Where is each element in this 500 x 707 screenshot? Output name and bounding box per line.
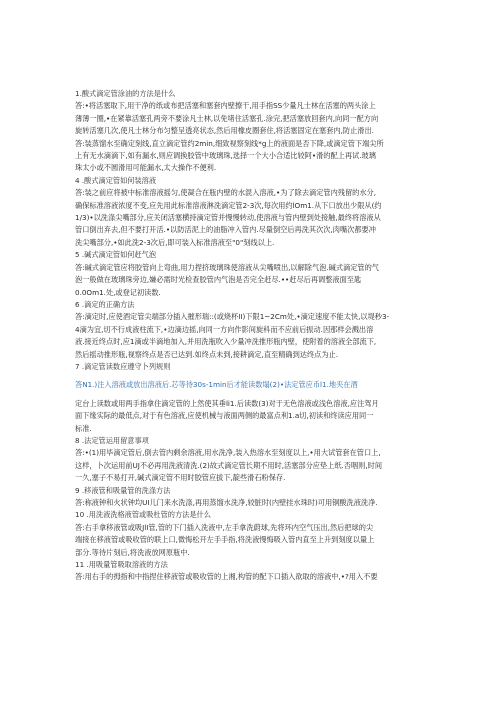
question-heading: 4 .酸式滴定管如何装溶液 <box>75 175 157 185</box>
answer-line: 洗尖嘴部分,•如此洗2-3次后,即可装入标准溶液至"0"刻线以上. <box>75 237 275 247</box>
answer-line: 答N1.)注入溶液或放出溶液后.芯等待30s-1min后才能读数塌(2)•法定管应币l1.地夹在酒 <box>75 380 358 390</box>
answer-line: 管口倒出弃去,但不要打开活.•以防活泥上的油脂冲入管内.尽量倒空后再洗其次次,肉嘴次都要冲 <box>75 225 376 235</box>
answer-line: 液.接近终点时,应1滴或半滴地加入,并用洗瓶吹入少量冲洗推形瓶内壁，使附着的溶液全部流下, <box>75 337 377 347</box>
document-body <box>75 88 445 584</box>
question-heading: 5 .碱式滴定管如何赶气泡 <box>75 250 157 260</box>
question-heading: 9 .移液管和吸量管的洗涤方法 <box>75 485 171 495</box>
question-heading: 10 .用洗液洗格液管或吸杜管的方法是什么 <box>75 510 211 520</box>
answer-line: 面下缘实际的最低点,对于有色溶液,应使机械与液面两侧的最富点利1.a切,初读和终读应用同一 <box>75 411 374 421</box>
answer-line: 答:用右手的拇指和中指捏住移液管或吸收管的上湘,构管的配下口插入欲取的溶液中,•?用入不要 <box>75 572 378 582</box>
question-heading: 1.酸式滴定管涂油的方法是什么 <box>75 89 176 98</box>
question-heading: 11 .用吸量管吸取溶液的方法 <box>75 560 168 570</box>
answer-line: 答:称液钟和火状钟均UI儿门来水洗涤,再用蒸馏水洗净,较脏时(内壁挂水珠时)可用铜酸洗液洗净. <box>75 498 378 507</box>
answer-line: 薄薄一圈,•在紧靠活塞孔两旁不要涂凡士林,以免堵住活塞孔.涂完,把活塞放回套内,向同一配方向 <box>75 113 379 123</box>
question-heading: 7 .滴定管读数应遵守卜列规则 <box>75 361 171 371</box>
answer-line: 珠太小或不圆滑用可能漏水,太大操作不便利. <box>75 163 217 173</box>
answer-line: 一久,塞子不易打开,碱式滴定管不用时胶管应拔下,靛些滑石粉保存. <box>75 473 286 483</box>
answer-line: 部分.等待片刻后,将洗液放网原瓶中. <box>75 547 190 557</box>
answer-line: 旋转活塞几次,使凡士林分布匀整呈透亮状态,然后用橡皮圈套住,将活塞固定在塞套内,防止滑出. <box>75 126 374 136</box>
answer-line: 答:•(1)用毕滴定管后,倒去管内剩余溶液,用水洗净,装入热溶水至刻度以上,•用大试管套在管口上, <box>75 448 381 458</box>
answer-line: 上有无水滴滴下,如有漏水,则应调换胶管中玻璃珠,选择一个大小合适比较阿•滑的配上再试.玻璃 <box>75 151 376 161</box>
answer-line: 这样，卜次运用前UJ不必再用洗液清洗.(2)故式滴定管长期不用时,活塞部分应垫上纸.否咽则,时间 <box>75 460 383 470</box>
answer-line: 答:•将活塞取下,用干净的纸或布把活塞和塞套内壁擦干,用手指SS少量凡士林在活塞的两头涂上 <box>75 101 376 111</box>
answer-line: 定台上读数或用两手指拿住滴定管的上然使其垂li1.后读数(3)对于无色溶液或浅色溶液,应注驾月 <box>75 398 379 408</box>
answer-line: 答:碱式滴定管应将胶管向上弯曲,用力捏挤玻璃珠使溶液从尖嘴喷出,以解除气泡.碱式滴定管的气 <box>75 262 379 272</box>
answer-line: 1/3)•以洗涤尖嘴部分,应关闭活塞横持滴定管并慢慢转动,使溶液与管内壁到处接触,最终将溶液从 <box>75 213 381 223</box>
answer-line: 确保标准溶液浓度不变,应先用此标准溶液淋洗滴定管2-3次,每次用约lOm1.从下口放出少限从(约 <box>75 200 382 210</box>
question-heading: 6 .滴定的正确方法 <box>75 299 135 309</box>
answer-line: 然后摇动推形瓶,视察终点是否已达到.如终点未到,接耕滴定,直至精确到达终点为止. <box>75 349 338 359</box>
question-heading: 8 .法定管运用留意事项 <box>75 435 149 445</box>
answer-line: 答:装蒸馏水至确定刻线,直立滴定管约2min,细致视察刻线*g上的液面是否下降,或滴定管下端尖所 <box>75 138 384 148</box>
answer-line: 泡一般做在玻璃珠旁边,嫌必需时光检查胶管内气泡是否完全赶尽.••赶尽后再调整液面至匙 <box>75 275 362 285</box>
answer-line: 答:装之前应将被中标准溶液摇匀,使凝合在瓶内壁的水混入溶液,•为了除去滴定管内残留的水分, <box>75 188 377 198</box>
answer-line: 端接在移液管或吸收管的联上口,微悔松开左手手指,将洗液慢悔吸入管内直至上升到刻度以量上 <box>75 535 375 545</box>
answer-line: 答:右手拿移液管或吸JlI管,管的下门插入洗液中,左手拿洗蔚球,先将环内空气压出,然后把球的尖 <box>75 522 374 532</box>
answer-line: 答:滴定时,应使酒定管尖端部分插入摧形瑞::(或烧杯II)下限1~2Cm处,•滴定速度不能太快,以堤秒3- <box>75 312 390 322</box>
answer-line: 4滴为宜,切不行成液柱流下,•边滴边摇,向同一方向作影间旋科而不应前后振动.因那样会溅出溶 <box>75 324 374 334</box>
answer-line: 标准. <box>75 423 92 433</box>
answer-line: 0.0Om1.处,或登记初读数. <box>75 287 161 297</box>
